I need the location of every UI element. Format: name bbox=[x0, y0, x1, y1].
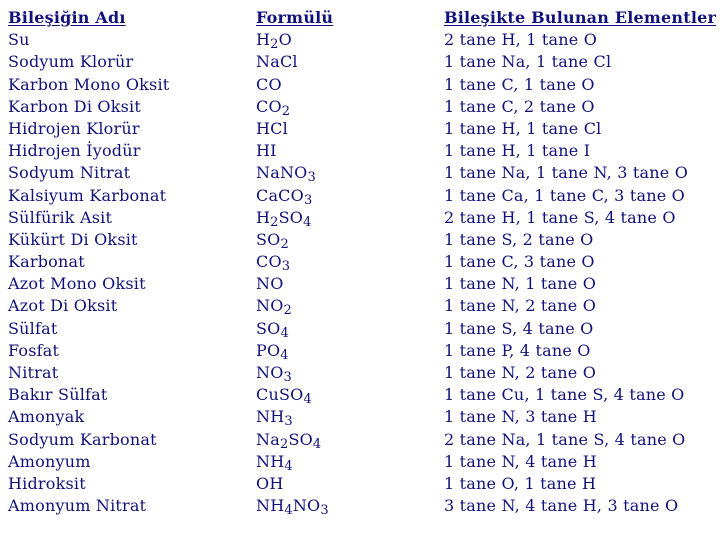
compound-formula bbox=[256, 495, 444, 517]
compound-elements: 1 tane S, 4 tane O bbox=[444, 318, 594, 338]
compound-name: Amonyum Nitrat bbox=[8, 496, 147, 516]
compound-name: Sodyum Klorür bbox=[8, 52, 134, 72]
compound-elements: 1 tane Na, 1 tane Cl bbox=[444, 52, 612, 72]
compound-formula bbox=[256, 140, 444, 162]
compound-name: Kükürt Di Oksit bbox=[8, 229, 138, 249]
table-row bbox=[8, 185, 708, 207]
header-compound-name: Bileşiğin Adı bbox=[8, 8, 126, 27]
table-row bbox=[8, 429, 708, 451]
compound-name: Hidrojen Klorür bbox=[8, 118, 140, 138]
formula-subscript: 4 bbox=[303, 392, 312, 408]
formula-text bbox=[256, 118, 288, 140]
formula-symbol: SO bbox=[256, 318, 281, 338]
formula-symbol: O bbox=[278, 30, 292, 50]
compound-name: Nitrat bbox=[8, 363, 59, 382]
compound-elements: 2 tane H, 1 tane O bbox=[444, 30, 598, 50]
compound-elements: 3 tane N, 4 tane H, 3 tane O bbox=[444, 496, 679, 516]
compound-formula bbox=[256, 473, 444, 495]
table-row bbox=[8, 251, 708, 273]
formula-subscript: 3 bbox=[283, 370, 293, 385]
compound-formula bbox=[256, 96, 444, 118]
compound-elements: 1 tane C, 1 tane O bbox=[444, 74, 595, 94]
compound-formula bbox=[256, 273, 444, 295]
compound-name: Su bbox=[8, 30, 30, 50]
table-row bbox=[8, 229, 708, 251]
formula-symbol: SO bbox=[256, 229, 281, 249]
formula-text bbox=[256, 340, 289, 362]
compound-name: Karbonat bbox=[8, 252, 85, 272]
compound-formula bbox=[256, 451, 444, 473]
table-row bbox=[8, 273, 708, 295]
formula-symbol: PO bbox=[256, 340, 281, 360]
compound-elements: 1 tane P, 4 tane O bbox=[444, 340, 591, 360]
table-header bbox=[8, 7, 717, 29]
formula-symbol: H bbox=[256, 30, 271, 50]
header-row bbox=[8, 7, 708, 29]
compound-elements: 1 tane N, 2 tane O bbox=[444, 363, 597, 382]
formula-text bbox=[256, 96, 290, 118]
formula-symbol: NO bbox=[256, 296, 284, 316]
compound-elements: 1 tane H, 1 tane Cl bbox=[444, 118, 602, 138]
compound-elements: 2 tane H, 1 tane S, 4 tane O bbox=[444, 207, 676, 227]
formula-symbol: H bbox=[256, 207, 271, 227]
formula-subscript: 4 bbox=[284, 458, 293, 474]
formula-subscript: 2 bbox=[283, 303, 293, 319]
table-row bbox=[8, 29, 708, 51]
compound-name: Azot Di Oksit bbox=[8, 296, 118, 316]
compound-formula bbox=[256, 74, 444, 96]
formula-symbol: CaCO bbox=[256, 185, 304, 205]
compound-name: Amonyum bbox=[8, 451, 91, 471]
compound-formula bbox=[256, 118, 444, 140]
compound-elements: 1 tane Cu, 1 tane S, 4 tane O bbox=[444, 385, 685, 405]
table-row bbox=[8, 96, 708, 118]
compound-elements: 1 tane H, 1 tane I bbox=[444, 141, 591, 161]
formula-text bbox=[256, 185, 312, 207]
compound-elements: 1 tane Ca, 1 tane C, 3 tane O bbox=[444, 185, 685, 205]
formula-symbol: NaCl bbox=[256, 52, 298, 72]
formula-symbol: NH bbox=[256, 496, 285, 516]
compound-formula bbox=[256, 251, 444, 273]
formula-text bbox=[256, 451, 293, 473]
formula-symbol: CO bbox=[256, 252, 282, 272]
formula-text bbox=[256, 162, 316, 184]
compound-formula bbox=[256, 362, 444, 384]
compound-formula bbox=[256, 185, 444, 207]
compound-name: Karbon Di Oksit bbox=[8, 96, 142, 116]
compound-name: Hidrojen İyodür bbox=[8, 141, 141, 161]
formula-symbol: OH bbox=[256, 473, 284, 493]
compound-name: Karbon Mono Oksit bbox=[8, 74, 170, 94]
formula-text bbox=[256, 495, 329, 517]
compound-elements: 2 tane Na, 1 tane S, 4 tane O bbox=[444, 429, 686, 449]
compound-elements: 1 tane C, 3 tane O bbox=[444, 252, 595, 272]
table-row bbox=[8, 384, 708, 406]
formula-subscript: 3 bbox=[320, 503, 329, 519]
formula-text bbox=[256, 362, 292, 384]
compound-formula bbox=[256, 318, 444, 340]
formula-symbol: CuSO bbox=[256, 385, 304, 405]
compound-name: Sülfürik Asit bbox=[8, 207, 113, 227]
formula-text bbox=[256, 229, 289, 251]
compound-elements: 1 tane N, 1 tane O bbox=[444, 274, 597, 294]
formula-text bbox=[256, 384, 312, 406]
compound-formula bbox=[256, 51, 444, 73]
compound-name: Azot Mono Oksit bbox=[8, 274, 146, 294]
compound-name: Kalsiyum Karbonat bbox=[8, 185, 167, 205]
table-body bbox=[8, 29, 708, 517]
formula-subscript: 2 bbox=[270, 214, 279, 230]
formula-subscript: 3 bbox=[307, 170, 316, 186]
formula-subscript: 3 bbox=[303, 192, 313, 208]
formula-text bbox=[256, 295, 292, 317]
compound-name: Fosfat bbox=[8, 340, 60, 360]
table-row bbox=[8, 495, 708, 517]
table-row bbox=[8, 451, 708, 473]
compound-name: Sülfat bbox=[8, 318, 58, 338]
compound-elements: 1 tane N, 4 tane H bbox=[444, 451, 597, 471]
formula-subscript: 2 bbox=[279, 436, 289, 452]
compound-formula bbox=[256, 229, 444, 251]
compound-formula bbox=[256, 406, 444, 428]
formula-symbol: Na bbox=[256, 429, 280, 449]
compound-name: Hidroksit bbox=[8, 473, 86, 493]
compound-formula bbox=[256, 295, 444, 317]
header-formula: Formülü bbox=[256, 8, 334, 27]
formula-symbol: NH bbox=[256, 407, 285, 427]
table-row bbox=[8, 295, 708, 317]
formula-subscript: 2 bbox=[270, 37, 279, 53]
compound-formula bbox=[256, 162, 444, 184]
compound-formula bbox=[256, 429, 444, 451]
formula-text bbox=[256, 51, 298, 73]
table-row bbox=[8, 140, 708, 162]
formula-subscript: 3 bbox=[284, 414, 293, 430]
formula-text bbox=[256, 429, 321, 451]
formula-subscript: 4 bbox=[280, 325, 289, 341]
compound-elements: 1 tane N, 2 tane O bbox=[444, 296, 597, 316]
formula-subscript: 3 bbox=[281, 259, 291, 275]
compound-table bbox=[8, 7, 717, 519]
compound-elements: 1 tane N, 3 tane H bbox=[444, 407, 597, 427]
formula-text bbox=[256, 140, 277, 162]
table-row bbox=[8, 473, 708, 495]
formula-subscript: 2 bbox=[281, 103, 291, 119]
formula-text bbox=[256, 251, 290, 273]
formula-subscript: 4 bbox=[280, 347, 289, 363]
formula-symbol: HI bbox=[256, 141, 277, 161]
formula-symbol: HCl bbox=[256, 118, 288, 138]
table-row bbox=[8, 362, 708, 384]
formula-text bbox=[256, 74, 282, 96]
compound-formula bbox=[256, 207, 444, 229]
table-row bbox=[8, 406, 708, 428]
compound-formula bbox=[256, 384, 444, 406]
formula-text bbox=[256, 273, 284, 295]
formula-text bbox=[256, 207, 312, 229]
compound-name: Bakır Sülfat bbox=[8, 385, 108, 405]
formula-text bbox=[256, 406, 293, 428]
formula-text bbox=[256, 473, 283, 495]
compound-formula bbox=[256, 29, 444, 51]
table-row bbox=[8, 207, 708, 229]
compound-formula bbox=[256, 340, 444, 362]
formula-symbol: NO bbox=[256, 363, 284, 382]
compound-name: Sodyum Karbonat bbox=[8, 429, 157, 449]
formula-subscript: 4 bbox=[303, 214, 312, 230]
header-elements: Bileşikte Bulunan Elementler bbox=[444, 8, 717, 27]
formula-symbol: NO bbox=[256, 274, 284, 294]
formula-symbol: NO bbox=[292, 496, 321, 516]
compound-elements: 1 tane S, 2 tane O bbox=[444, 229, 594, 249]
compound-name: Sodyum Nitrat bbox=[8, 163, 131, 183]
formula-symbol: SO bbox=[278, 207, 304, 227]
compound-elements: 1 tane O, 1 tane H bbox=[444, 473, 597, 493]
formula-text bbox=[256, 318, 289, 340]
formula-symbol: CO bbox=[256, 74, 282, 94]
compound-elements: 1 tane Na, 1 tane N, 3 tane O bbox=[444, 163, 689, 183]
formula-symbol: SO bbox=[288, 429, 313, 449]
table-row bbox=[8, 318, 708, 340]
table-row bbox=[8, 118, 708, 140]
formula-symbol: NH bbox=[256, 451, 285, 471]
formula-subscript: 4 bbox=[312, 436, 322, 452]
formula-symbol: NaNO bbox=[256, 163, 308, 183]
formula-text bbox=[256, 29, 292, 51]
table-row bbox=[8, 51, 708, 73]
table-row bbox=[8, 162, 708, 184]
compound-elements: 1 tane C, 2 tane O bbox=[444, 96, 595, 116]
formula-subscript: 2 bbox=[280, 236, 289, 252]
compound-name: Amonyak bbox=[8, 407, 85, 427]
table-row bbox=[8, 340, 708, 362]
table-row bbox=[8, 74, 708, 96]
formula-subscript: 4 bbox=[284, 503, 293, 519]
formula-symbol: CO bbox=[256, 96, 282, 116]
